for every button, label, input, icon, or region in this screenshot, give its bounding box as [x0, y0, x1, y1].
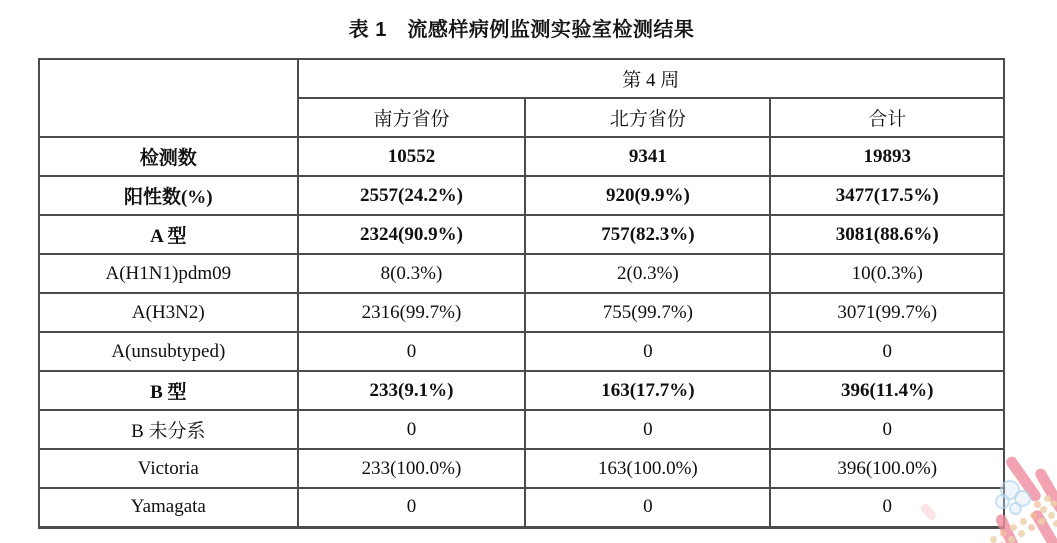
row-value: 0 [298, 488, 526, 527]
row-label: A(H1N1)pdm09 [39, 254, 298, 293]
row-value: 920(9.9%) [525, 176, 770, 215]
watermark-dot [1053, 520, 1057, 527]
table-row [39, 449, 1004, 488]
row-value: 396(11.4%) [770, 371, 1004, 410]
row-value: 0 [770, 410, 1004, 449]
row-value: 3477(17.5%) [770, 176, 1004, 215]
row-value: 10552 [298, 137, 526, 176]
watermark-dot [1018, 530, 1025, 537]
row-value: 757(82.3%) [525, 215, 770, 254]
row-value: 233(100.0%) [298, 449, 526, 488]
watermark-dot [1030, 512, 1037, 519]
row-value: 3071(99.7%) [770, 293, 1004, 332]
watermark-stroke [1033, 467, 1057, 516]
row-value: 0 [525, 410, 770, 449]
watermark-stroke [1030, 508, 1057, 543]
row-value: 8(0.3%) [298, 254, 526, 293]
table-row [39, 254, 1004, 293]
watermark-dot [1040, 506, 1047, 513]
week-header-row [39, 59, 1004, 98]
watermark-dot [1050, 500, 1057, 507]
column-header: 北方省份 [525, 98, 770, 137]
row-value: 0 [770, 488, 1004, 527]
table-row [39, 488, 1004, 527]
column-header: 合计 [770, 98, 1004, 137]
week-header: 第 4 周 [298, 59, 1004, 98]
row-value: 755(99.7%) [525, 293, 770, 332]
watermark-dot [1028, 524, 1035, 531]
table-row [39, 410, 1004, 449]
row-value: 0 [298, 332, 526, 371]
row-label: Yamagata [39, 488, 298, 527]
watermark-dot [1000, 530, 1007, 537]
row-value: 2(0.3%) [525, 254, 770, 293]
watermark-dot [1044, 495, 1051, 502]
row-label: 检测数 [39, 137, 298, 176]
row-value: 163(100.0%) [525, 449, 770, 488]
table-row [39, 371, 1004, 410]
row-label: A(H3N2) [39, 293, 298, 332]
flu-surveillance-table [38, 58, 1005, 529]
row-value: 0 [770, 332, 1004, 371]
corner-empty-cell [39, 59, 298, 137]
table-row [39, 137, 1004, 176]
column-header: 南方省份 [298, 98, 526, 137]
table-row [39, 176, 1004, 215]
row-value: 163(17.7%) [525, 371, 770, 410]
row-label: 阳性数(%) [39, 176, 298, 215]
row-value: 2324(90.9%) [298, 215, 526, 254]
row-value: 0 [525, 488, 770, 527]
watermark-dot [990, 536, 997, 543]
watermark-dot [1038, 518, 1045, 525]
row-value: 19893 [770, 137, 1004, 176]
row-value: 233(9.1%) [298, 371, 526, 410]
table-row [39, 332, 1004, 371]
watermark-dot [1048, 512, 1055, 519]
row-label: B 型 [39, 371, 298, 410]
row-value: 0 [525, 332, 770, 371]
watermark-bubble [1014, 490, 1031, 507]
watermark-stroke [1004, 455, 1043, 504]
watermark-dot [1008, 536, 1015, 543]
watermark-bubble [1009, 502, 1022, 515]
row-value: 396(100.0%) [770, 449, 1004, 488]
watermark-dot [1034, 501, 1041, 508]
row-value: 2316(99.7%) [298, 293, 526, 332]
watermark-dot [1020, 518, 1027, 525]
row-value: 3081(88.6%) [770, 215, 1004, 254]
row-value: 9341 [525, 137, 770, 176]
row-label: A 型 [39, 215, 298, 254]
row-value: 0 [298, 410, 526, 449]
row-label: B 未分系 [39, 410, 298, 449]
table-caption: 表 1 流感样病例监测实验室检测结果 [348, 19, 695, 41]
row-label: A(unsubtyped) [39, 332, 298, 371]
row-value: 2557(24.2%) [298, 176, 526, 215]
watermark-dot [1010, 524, 1017, 531]
row-value: 10(0.3%) [770, 254, 1004, 293]
table-row [39, 215, 1004, 254]
row-label: Victoria [39, 449, 298, 488]
table-row [39, 293, 1004, 332]
